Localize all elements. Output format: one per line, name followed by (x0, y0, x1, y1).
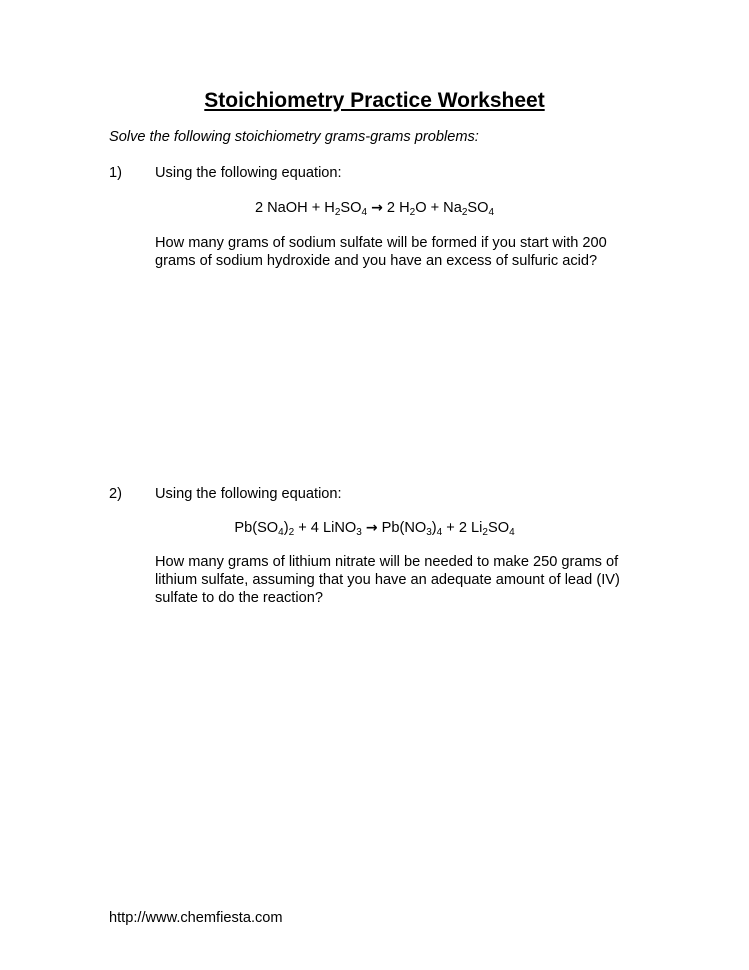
instructions: Solve the following stoichiometry grams-grams problems: (109, 129, 479, 145)
question-1-equation: 2 NaOH + $H_2SO_4 \to 2$ $H_2O + Na_2SO_4$ (254, 200, 495, 218)
page-title: Stoichiometry Practice Worksheet (204, 89, 545, 112)
question-1-text: How many grams of sodium sulfate will be formed if you start with 200 grams of sodium hydroxide and you have an excess of sulfuric acid? (155, 235, 607, 269)
question-2-lead: Using the following equation: (155, 486, 342, 502)
question-2-text: How many grams of lithium nitrate will be needed to make 250 grams of lithium sulfate, assuming that you have an adequate amount of lead (IV) sulfate to do the reaction? (155, 554, 620, 606)
reaction-arrow-icon: → (365, 520, 378, 536)
question-2-equation: $Pb(SO_4)_2 + 4$ LiNO$_3$ → $Pb(NO_3)_4 + 2$ $Li_2SO_4$ (234, 520, 515, 538)
reaction-arrow-icon: → (371, 200, 383, 216)
footer-url: http://www.chemfiesta.com (109, 910, 283, 926)
question-1-number: 1) (109, 165, 122, 181)
question-2-number: 2) (109, 486, 122, 502)
question-1-lead: Using the following equation: (155, 165, 342, 181)
